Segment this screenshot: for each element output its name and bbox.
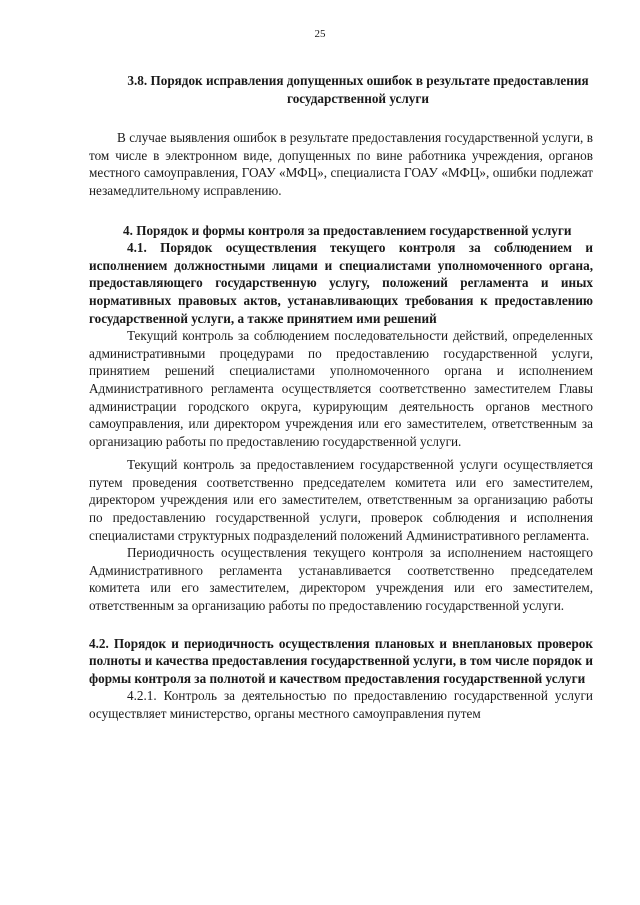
section-4-1-paragraph-3: Периодичность осуществления текущего контроля за исполнением настоящего Административного регламента устанавливается соответственно председателем комитета или его заместителем, директором учреждения или его заместителем, ответственным за организацию работы по предоставлению государственной услуги. [89,545,593,614]
section-4-2-1-paragraph: 4.2.1. Контроль за деятельностью по предоставлению государственной услуги осуществляет министерство, органы местного самоуправления путем [89,688,593,721]
section-4-2-heading: 4.2. Порядок и периодичность осуществления плановых и внеплановых проверок полноты и качества предоставления государственной услуги, в том числе порядок и формы контроля за полнотой и качеством предоставления государственной услуги [89,635,593,686]
section-4-1-heading: 4.1. Порядок осуществления текущего контроля за соблюдением и исполнением должностными лицами и специалистами уполномоченного органа, предоставляющего государственную услугу, положений регламента и иных нормативных правовых актов, устанавливающих требования к предоставлению государственной услуги, а также принятием ими решений [89,240,593,326]
section-4-1-paragraph-2: Текущий контроль за предоставлением государственной услуги осуществляется путем проведения соответственно председателем комитета или его заместителем, директором учреждения или его заместителем, ответственным за организацию работы по предоставлению государственной услуги, проверок соблюдения и исполнения специалистами структурных подразделений положений Административного регламента. [89,457,593,543]
spacer [89,107,593,129]
spacer [89,615,593,635]
section-4-heading: 4. Порядок и формы контроля за предоставлением государственной услуги [123,222,572,238]
section-4-1-paragraph-1: Текущий контроль за соблюдением последовательности действий, определенных административными процедурами по предоставлению государственной услуги, принятием решений специалистами уполномоченного органа и исполнением Административного регламента осуществляется соответственно заместителем Главы администрации городского округа, курирующим деятельность органов местного самоуправления, или директором учреждения или его заместителем, ответственным за организацию работы по предоставлению государственной услуги. [89,328,593,449]
section-3-8-heading: 3.8. Порядок исправления допущенных ошибок в результате предоставления государственной услуги [127,73,589,106]
spacer [89,200,593,222]
section-3-8-paragraph: В случае выявления ошибок в результате предоставления государственной услуги, в том числе в электронном виде, допущенных по вине работника учреждения, органов местного самоуправления, ГОАУ «МФЦ», специалиста ГОАУ «МФЦ», ошибки подлежат незамедлительному исправлению. [89,130,593,198]
document-body [89,72,593,723]
page-number: 25 [314,28,326,40]
